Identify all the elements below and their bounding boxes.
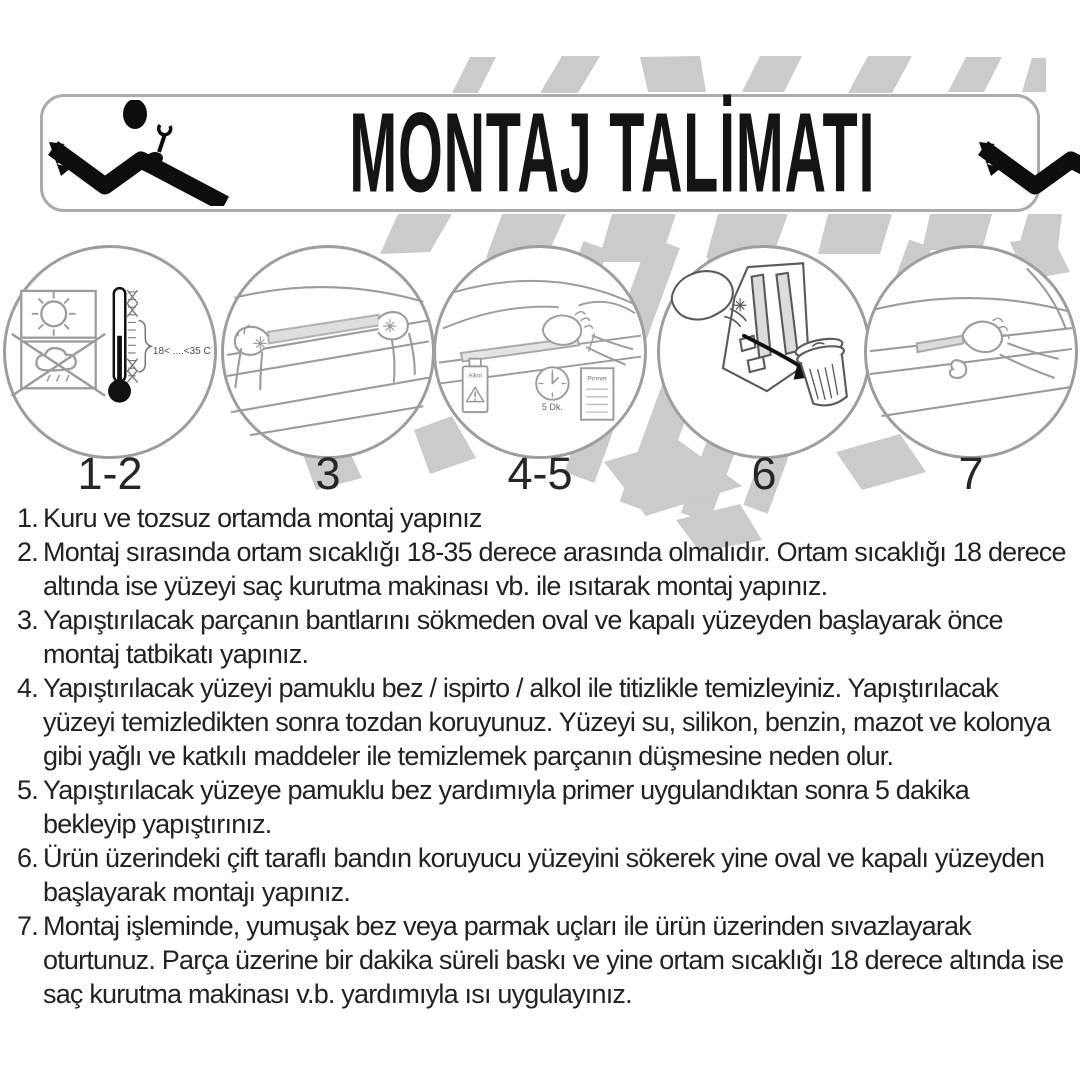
alcohol-bottle-icon <box>463 359 488 412</box>
alcohol-label: Alkol <box>468 372 482 380</box>
step-circle-clean-prime <box>433 245 647 459</box>
cloth-wad <box>950 360 966 378</box>
step-circle-dry-fit <box>221 245 435 459</box>
installer-swoosh-logo-right <box>977 100 1080 206</box>
step-circle-peel-backing <box>657 245 871 459</box>
instruction-item <box>17 841 1068 909</box>
item-text: Ürün üzerindeki çift taraflı bandın koruyucu yüzeyini sökerek yine oval ve kapalı yüzeyden başlayarak montajı yapınız. <box>43 843 1045 907</box>
item-text: Yapıştırılacak yüzeye pamuklu bez yardımıyla primer uygulandıktan sonra 5 dakika bekleyip yapıştırınız. <box>43 775 969 839</box>
step-label-4-5: 4-5 <box>507 448 573 499</box>
left-hand-icon <box>235 325 268 389</box>
primer-label: Primer <box>587 375 608 383</box>
item-number: 1. <box>17 503 38 533</box>
wait-time-label: 5 Dk. <box>541 402 563 413</box>
instruction-list <box>17 501 1068 1011</box>
item-number: 4. <box>17 673 38 703</box>
title-banner <box>40 89 1040 216</box>
item-text: Montaj sırasında ortam sıcaklığı 18-35 derece arasında olmalıdır. Ortam sıcaklığı 18 derece altında ise yüzeyi saç kurutma makinası vb. ile ısıtarak montaj yapınız. <box>43 537 1066 601</box>
trash-can-icon <box>794 335 854 409</box>
item-number: 6. <box>17 843 38 873</box>
item-text: Montaj işleminde, yumuşak bez veya parmak uçları ile ürün üzerinden sıvazlayarak oturtunuz. Parça üzerine bir dakika süreli baskı ve yine ortam sıcaklığı 18 derece altında ise saç kurutma makinası v.b. yardımıyla ısı uygulayınız. <box>43 911 1064 1009</box>
step-circle-press-down <box>864 245 1078 459</box>
page-title: MONTAJ TALİMATI <box>349 89 876 216</box>
environment-temperature-illustration <box>6 248 214 456</box>
item-number: 3. <box>17 605 38 635</box>
thermometer-icon <box>108 288 211 402</box>
step-circle-environment <box>3 245 217 459</box>
item-number: 7. <box>17 911 38 941</box>
cleaning-illustration <box>436 248 644 456</box>
dry-fit-illustration <box>224 248 432 456</box>
temperature-range-label: 18< ....<35 C <box>152 345 211 357</box>
instruction-item <box>17 773 1068 841</box>
press-down-illustration <box>867 248 1075 456</box>
instruction-item <box>17 535 1068 603</box>
item-number: 5. <box>17 775 38 805</box>
instruction-item <box>17 909 1068 1011</box>
instruction-item <box>17 501 1068 535</box>
item-text: Yapıştırılacak parçanın bantlarını sökmeden oval ve kapalı yüzeyden başlayarak önce montaj tatbikatı yapınız. <box>43 605 1003 669</box>
instruction-item <box>17 603 1068 671</box>
range-brace <box>139 321 151 373</box>
dot-icon <box>123 100 147 129</box>
step-label-7: 7 <box>958 448 984 499</box>
sill-strip <box>917 336 964 352</box>
item-text: Kuru ve tozsuz ortamda montaj yapınız <box>43 503 482 533</box>
step-label-1-2: 1-2 <box>77 448 143 499</box>
peel-backing-illustration <box>660 248 868 456</box>
pressing-hand-icon <box>950 318 1058 378</box>
step-label-3: 3 <box>315 448 341 499</box>
instruction-item <box>17 671 1068 773</box>
clock-icon <box>536 367 568 399</box>
item-number: 2. <box>17 537 38 567</box>
installer-swoosh-logo-left <box>47 100 247 206</box>
step-label-6: 6 <box>751 448 777 499</box>
item-text: Yapıştırılacak yüzeyi pamuklu bez / ispirto / alkol ile titizlikle temizleyiniz. Yapıştırılacak yüzeyi temizledikten sonra tozdan koruyunuz. Yüzeyi su, silikon, benzin, mazot ve kolonya gibi yağlı ve katkılı maddeler ile temizlemek parçanın düşmesine neden olur. <box>43 673 1051 771</box>
